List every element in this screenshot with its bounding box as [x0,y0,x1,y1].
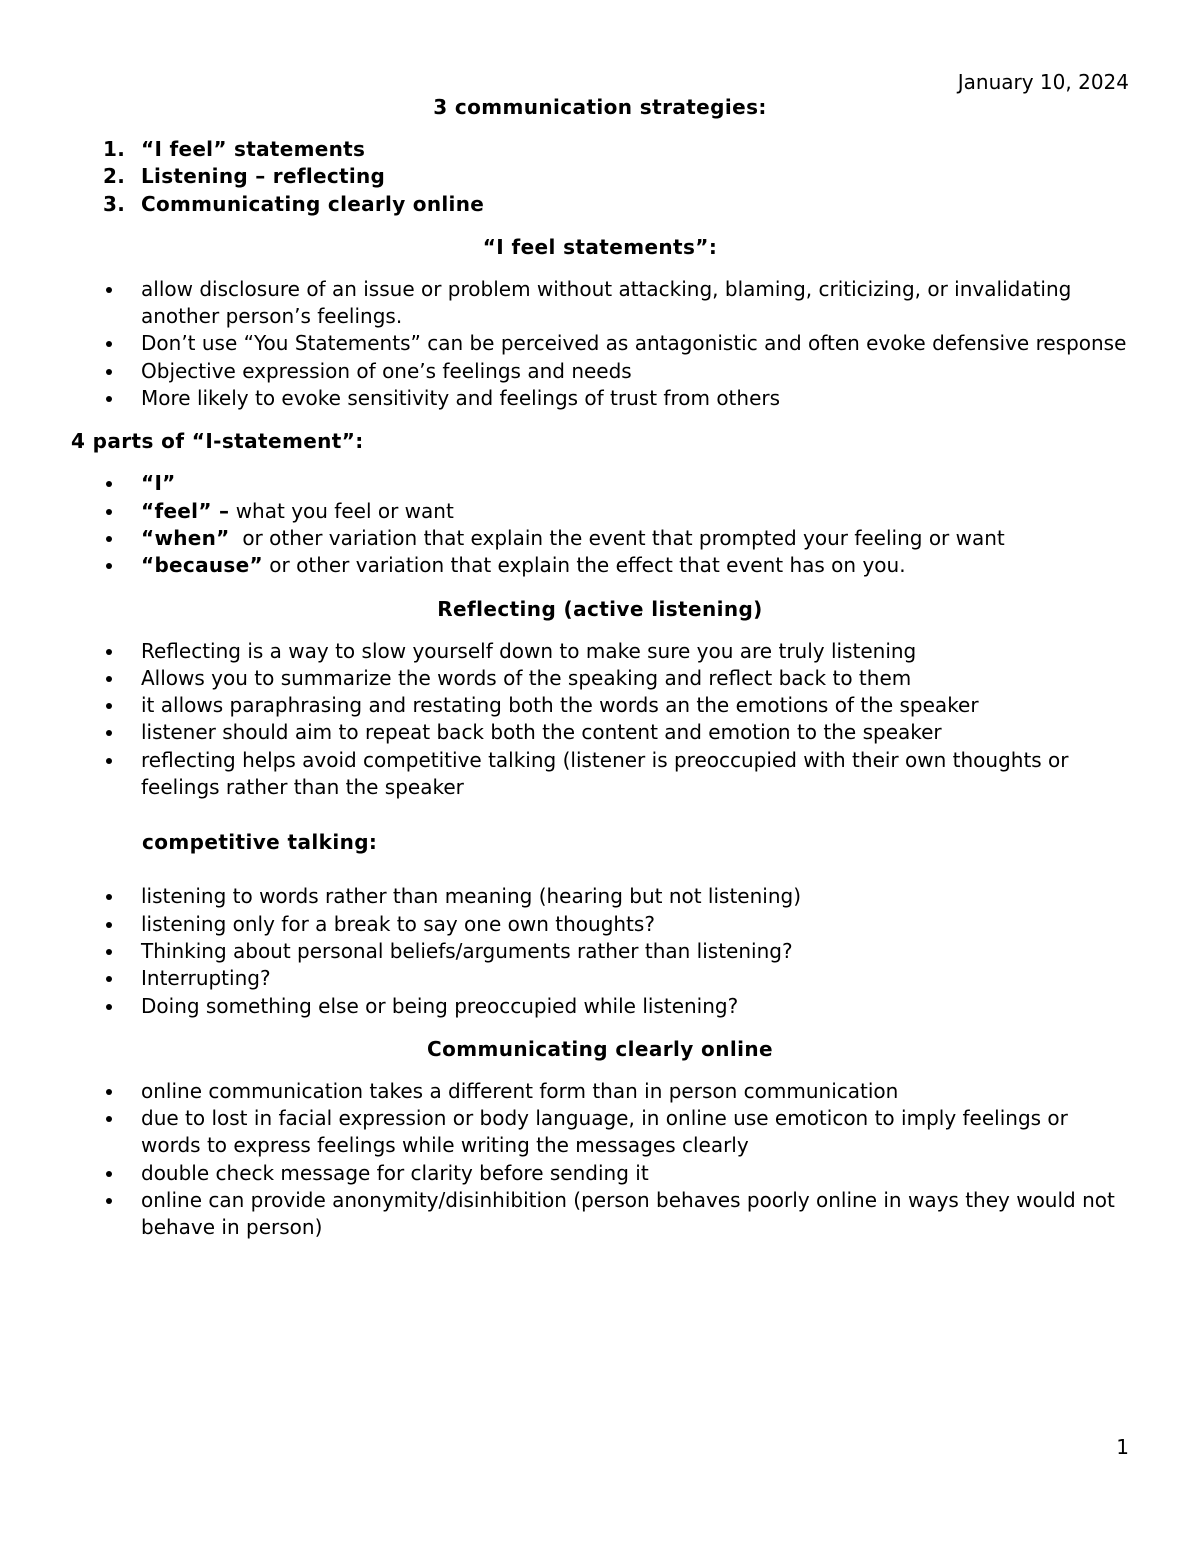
parts-list [71,470,1129,579]
document-body [71,94,1129,1242]
i-feel-list [71,276,1129,412]
list-item: 2. Listening – reflecting [103,164,386,189]
list-item: listening to words rather than meaning (hearing but not listening) [71,883,1129,910]
page-title: 3 communication strategies: [433,95,767,119]
list-item: 3. Communicating clearly online [103,191,485,216]
list-item: listening only for a break to say one own thoughts? [71,911,1129,938]
list-item: “feel” – what you feel or want [71,498,1129,525]
list-item: “when” or other variation that explain the event that prompted your feeling or want [71,525,1129,552]
reflecting-heading: Reflecting (active listening) [437,596,763,621]
i-feel-heading: “I feel statements”: [482,234,718,259]
list-item: “because” or other variation that explain the effect that event has on you. [71,552,1129,579]
list-item: Thinking about personal beliefs/arguments rather than listening? [71,938,1129,965]
document-date: January 10, 2024 [957,70,1129,94]
online-list [71,1078,1129,1242]
page-number: 1 [1116,1435,1129,1459]
strategies-list [71,136,1129,218]
online-heading: Communicating clearly online [427,1036,773,1061]
list-item: 1. “I feel” statements [103,137,366,161]
list-item: online can provide anonymity/disinhibition (person behaves poorly online in ways they would not behave in person) [71,1187,1129,1242]
list-item: listener should aim to repeat back both the content and emotion to the speaker [71,719,1129,746]
list-item: reflecting helps avoid competitive talking (listener is preoccupied with their own thoughts or feelings rather than the speaker [71,747,1129,802]
list-item: due to lost in facial expression or body language, in online use emoticon to imply feelings or words to express feelings while writing the messages clearly [71,1105,1129,1160]
competitive-list [71,883,1129,1019]
reflecting-list [71,638,1129,802]
list-item: Objective expression of one’s feelings and needs [71,358,1129,385]
parts-heading: 4 parts of “I-statement”: [71,429,364,454]
list-item: it allows paraphrasing and restating both the words an the emotions of the speaker [71,692,1129,719]
competitive-heading: competitive talking: [142,830,378,855]
list-item: “I” [71,470,1129,497]
list-item: More likely to evoke sensitivity and feelings of trust from others [71,385,1129,412]
list-item: Reflecting is a way to slow yourself down to make sure you are truly listening [71,638,1129,665]
list-item: allow disclosure of an issue or problem without attacking, blaming, criticizing, or invalidating another person’s feelings. [71,276,1129,331]
list-item: Doing something else or being preoccupied while listening? [71,993,1129,1020]
list-item: Allows you to summarize the words of the speaking and reflect back to them [71,665,1129,692]
list-item: online communication takes a different form than in person communication [71,1078,1129,1105]
list-item: Don’t use “You Statements” can be perceived as antagonistic and often evoke defensive response [71,330,1129,357]
list-item: double check message for clarity before sending it [71,1160,1129,1187]
list-item: Interrupting? [71,965,1129,992]
